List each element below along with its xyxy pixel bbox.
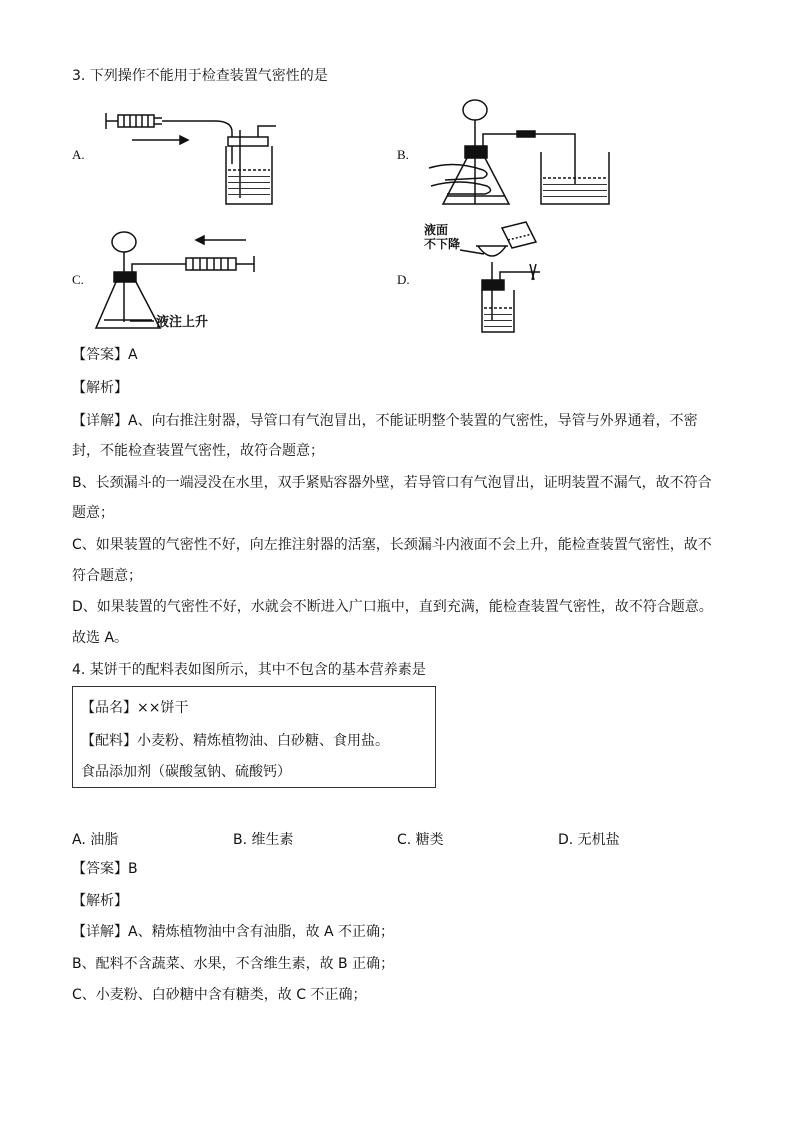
q4-choice-d: D. 无机盐 bbox=[558, 832, 620, 848]
ingredient-additives: 食品添加剂（碳酸氢钠、硫酸钙） bbox=[81, 764, 291, 780]
q4-analysis-heading: 【解析】 bbox=[72, 893, 128, 909]
q3-detail-line: 题意； bbox=[72, 505, 114, 521]
q3-detail-line: 故选 A。 bbox=[72, 630, 129, 646]
q3-detail-line: C、如果装置的气密性不好，向左推注射器的活塞，长颈漏斗内液面不会上升，能检查装置气密性，故不 bbox=[72, 537, 712, 553]
q3-figure-d bbox=[420, 220, 560, 338]
q3-answer: 【答案】A bbox=[72, 347, 138, 363]
ingredient-label-box bbox=[72, 686, 436, 788]
q3-figure-c bbox=[94, 226, 270, 334]
ingredient-list: 【配料】小麦粉、精炼植物油、白砂糖、食用盐。 bbox=[81, 733, 389, 749]
q3-detail-line: 符合题意； bbox=[72, 568, 142, 584]
ingredient-product-name: 【品名】××饼干 bbox=[81, 700, 189, 716]
q3-analysis-heading: 【解析】 bbox=[72, 380, 128, 396]
q3-option-d-label-line2: 不下降 bbox=[424, 237, 461, 251]
q3-option-c-letter: C. bbox=[72, 272, 84, 287]
q3-figure-a bbox=[100, 104, 280, 210]
q4-choice-c: C. 糖类 bbox=[397, 832, 444, 848]
q3-detail-line: 【详解】A、向右推注射器，导管口有气泡冒出，不能证明整个装置的气密性，导管与外界通着，不密 bbox=[72, 413, 698, 429]
q4-detail-line: 【详解】A、精炼植物油中含有油脂，故 A 不正确； bbox=[72, 924, 395, 940]
q4-stem: 4. 某饼干的配料表如图所示，其中不包含的基本营养素是 bbox=[72, 662, 426, 678]
q3-option-c-label: 液注上升 bbox=[156, 315, 209, 330]
q3-option-a-letter: A. bbox=[72, 147, 85, 162]
q3-option-d-label-line1: 液面 bbox=[424, 223, 449, 237]
q4-detail-line: B、配料不含蔬菜、水果，不含维生素，故 B 正确； bbox=[72, 956, 395, 972]
q3-figure-b bbox=[425, 96, 615, 214]
q4-choice-a: A. 油脂 bbox=[72, 832, 119, 848]
q4-detail-line: C、小麦粉、白砂糖中含有糖类，故 C 不正确； bbox=[72, 987, 367, 1003]
q3-detail-line: B、长颈漏斗的一端浸没在水里，双手紧贴容器外壁，若导管口有气泡冒出，证明装置不漏气，故不符合 bbox=[72, 475, 712, 491]
q3-stem: 3. 下列操作不能用于检查装置气密性的是 bbox=[72, 68, 328, 84]
q3-option-d-letter: D. bbox=[397, 272, 410, 287]
q3-detail-line: 封，不能检查装置气密性，故符合题意； bbox=[72, 443, 324, 459]
q3-detail-line: D、如果装置的气密性不好，水就会不断进入广口瓶中，直到充满，能检查装置气密性，故不符合题意。 bbox=[72, 599, 713, 615]
q4-answer: 【答案】B bbox=[72, 861, 138, 877]
q4-choice-b: B. 维生素 bbox=[233, 832, 294, 848]
q3-option-b-letter: B. bbox=[397, 147, 409, 162]
